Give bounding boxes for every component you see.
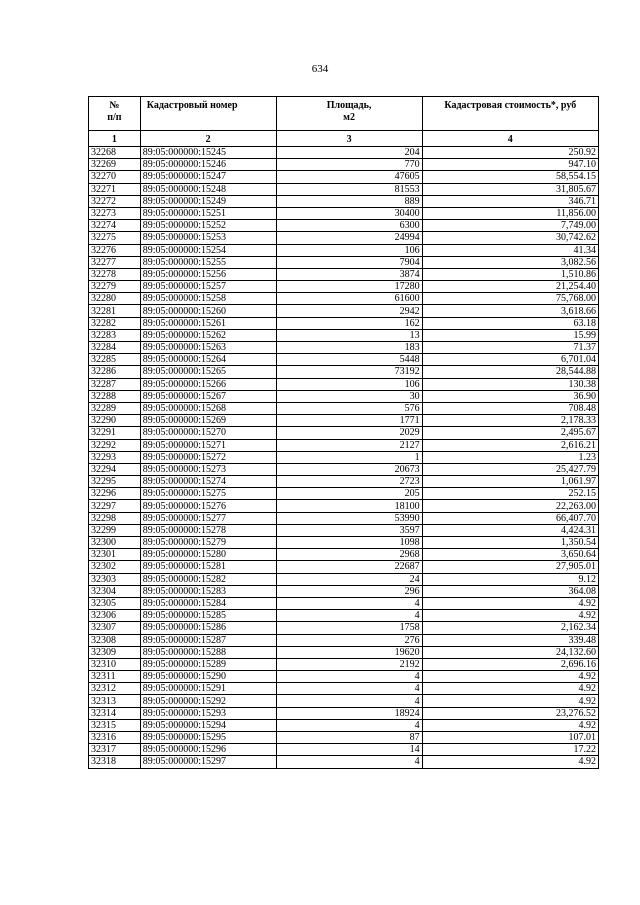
cadastral-number-cell: 89:05:000000:15247 (140, 171, 276, 183)
table-row (89, 183, 599, 195)
table-header-row (89, 97, 599, 131)
cadastral-number-cell: 89:05:000000:15280 (140, 549, 276, 561)
cadastral-number-cell: 89:05:000000:15248 (140, 183, 276, 195)
area-cell: 81553 (276, 183, 422, 195)
row-index-cell: 32316 (89, 732, 141, 744)
cadastral-number-cell: 89:05:000000:15287 (140, 634, 276, 646)
cadastral-cost-cell: 25,427.79 (422, 463, 598, 475)
table-row (89, 451, 599, 463)
table-row (89, 147, 599, 159)
cadastral-number-cell: 89:05:000000:15291 (140, 683, 276, 695)
cadastral-cost-cell: 2,495.67 (422, 427, 598, 439)
cadastral-number-cell: 89:05:000000:15267 (140, 390, 276, 402)
area-cell: 18924 (276, 707, 422, 719)
column-number: 2 (140, 131, 276, 147)
table-row (89, 427, 599, 439)
area-cell: 4 (276, 671, 422, 683)
table-row (89, 719, 599, 731)
cadastral-cost-cell: 2,696.16 (422, 658, 598, 670)
cadastral-number-cell: 89:05:000000:15249 (140, 195, 276, 207)
area-cell: 296 (276, 585, 422, 597)
row-index-cell: 32291 (89, 427, 141, 439)
cadastral-cost-cell: 28,544.88 (422, 366, 598, 378)
area-cell: 87 (276, 732, 422, 744)
cadastral-cost-cell: 27,905.01 (422, 561, 598, 573)
row-index-cell: 32283 (89, 329, 141, 341)
cadastral-cost-cell: 23,276.52 (422, 707, 598, 719)
row-index-cell: 32270 (89, 171, 141, 183)
cadastral-cost-cell: 24,132.60 (422, 646, 598, 658)
cadastral-cost-cell: 2,178.33 (422, 415, 598, 427)
row-index-cell: 32282 (89, 317, 141, 329)
row-index-cell: 32286 (89, 366, 141, 378)
cadastral-cost-cell: 4,424.31 (422, 524, 598, 536)
area-cell: 3597 (276, 524, 422, 536)
table-row (89, 378, 599, 390)
cadastral-number-cell: 89:05:000000:15269 (140, 415, 276, 427)
area-cell: 24994 (276, 232, 422, 244)
row-index-cell: 32294 (89, 463, 141, 475)
cadastral-number-cell: 89:05:000000:15273 (140, 463, 276, 475)
cadastral-number-cell: 89:05:000000:15288 (140, 646, 276, 658)
area-cell: 73192 (276, 366, 422, 378)
table-row (89, 256, 599, 268)
row-index-cell: 32276 (89, 244, 141, 256)
row-index-cell: 32308 (89, 634, 141, 646)
row-index-cell: 32310 (89, 658, 141, 670)
table-row (89, 329, 599, 341)
row-index-cell: 32268 (89, 147, 141, 159)
cadastral-cost-cell: 1,061.97 (422, 476, 598, 488)
cadastral-cost-cell: 36.90 (422, 390, 598, 402)
cadastral-number-cell: 89:05:000000:15265 (140, 366, 276, 378)
area-cell: 4 (276, 610, 422, 622)
area-cell: 30400 (276, 207, 422, 219)
cadastral-number-cell: 89:05:000000:15277 (140, 512, 276, 524)
cadastral-cost-cell: 75,768.00 (422, 293, 598, 305)
table-row (89, 500, 599, 512)
header-area-label: Площадь, м2 (326, 100, 372, 123)
row-index-cell: 32304 (89, 585, 141, 597)
column-number-row (89, 131, 599, 147)
cadastral-cost-cell: 130.38 (422, 378, 598, 390)
cadastral-cost-cell: 30,742.62 (422, 232, 598, 244)
table-row (89, 683, 599, 695)
table-row (89, 512, 599, 524)
cadastral-cost-cell: 107.01 (422, 732, 598, 744)
cadastral-number-cell: 89:05:000000:15295 (140, 732, 276, 744)
row-index-cell: 32277 (89, 256, 141, 268)
table-row (89, 646, 599, 658)
table-row (89, 195, 599, 207)
row-index-cell: 32306 (89, 610, 141, 622)
area-cell: 889 (276, 195, 422, 207)
table-row (89, 549, 599, 561)
area-cell: 2029 (276, 427, 422, 439)
area-cell: 205 (276, 488, 422, 500)
column-number: 1 (89, 131, 141, 147)
table-row (89, 744, 599, 756)
cadastral-cost-cell: 2,162.34 (422, 622, 598, 634)
table-row (89, 537, 599, 549)
cadastral-cost-cell: 15.99 (422, 329, 598, 341)
row-index-cell: 32305 (89, 597, 141, 609)
row-index-cell: 32273 (89, 207, 141, 219)
area-cell: 6300 (276, 220, 422, 232)
table-row (89, 695, 599, 707)
cadastral-number-cell: 89:05:000000:15258 (140, 293, 276, 305)
row-index-cell: 32313 (89, 695, 141, 707)
area-cell: 20673 (276, 463, 422, 475)
area-cell: 1 (276, 451, 422, 463)
cadastral-cost-cell: 63.18 (422, 317, 598, 329)
cadastral-cost-cell: 21,254.40 (422, 281, 598, 293)
area-cell: 22687 (276, 561, 422, 573)
row-index-cell: 32284 (89, 342, 141, 354)
cadastral-cost-cell: 22,263.00 (422, 500, 598, 512)
table-row (89, 220, 599, 232)
area-cell: 4 (276, 695, 422, 707)
area-cell: 4 (276, 683, 422, 695)
cadastral-cost-cell: 31,805.67 (422, 183, 598, 195)
cadastral-number-cell: 89:05:000000:15279 (140, 537, 276, 549)
row-index-cell: 32302 (89, 561, 141, 573)
table-row (89, 707, 599, 719)
table-row (89, 366, 599, 378)
table-row (89, 622, 599, 634)
cadastral-number-cell: 89:05:000000:15286 (140, 622, 276, 634)
cadastral-number-cell: 89:05:000000:15245 (140, 147, 276, 159)
table-row (89, 597, 599, 609)
row-index-cell: 32299 (89, 524, 141, 536)
cadastral-cost-cell: 4.92 (422, 756, 598, 768)
cadastral-number-cell: 89:05:000000:15292 (140, 695, 276, 707)
table-row (89, 463, 599, 475)
cadastral-number-cell: 89:05:000000:15296 (140, 744, 276, 756)
row-index-cell: 32311 (89, 671, 141, 683)
table-row (89, 585, 599, 597)
table-row (89, 732, 599, 744)
cadastral-number-cell: 89:05:000000:15274 (140, 476, 276, 488)
cadastral-cost-cell: 4.92 (422, 695, 598, 707)
table-row (89, 610, 599, 622)
cadastral-number-cell: 89:05:000000:15268 (140, 402, 276, 414)
table-row (89, 561, 599, 573)
table-row (89, 268, 599, 280)
area-cell: 162 (276, 317, 422, 329)
area-cell: 30 (276, 390, 422, 402)
cadastral-number-cell: 89:05:000000:15253 (140, 232, 276, 244)
table-row (89, 756, 599, 768)
cadastral-number-cell: 89:05:000000:15256 (140, 268, 276, 280)
row-index-cell: 32300 (89, 537, 141, 549)
header-index-label: № п/п (107, 100, 122, 123)
table-row (89, 207, 599, 219)
cadastral-number-cell: 89:05:000000:15271 (140, 439, 276, 451)
cadastral-number-cell: 89:05:000000:15263 (140, 342, 276, 354)
area-cell: 204 (276, 147, 422, 159)
table-row (89, 293, 599, 305)
table-row (89, 171, 599, 183)
header-index (89, 97, 141, 131)
cadastral-number-cell: 89:05:000000:15294 (140, 719, 276, 731)
table-row (89, 402, 599, 414)
header-cadastral-cost (422, 97, 598, 131)
header-cadastral-label: Кадастровый номер (146, 100, 238, 111)
cadastral-cost-cell: 250.92 (422, 147, 598, 159)
cadastral-cost-cell: 3,650.64 (422, 549, 598, 561)
cadastral-cost-cell: 1,350.54 (422, 537, 598, 549)
cadastral-cost-cell: 947.10 (422, 159, 598, 171)
area-cell: 1771 (276, 415, 422, 427)
area-cell: 183 (276, 342, 422, 354)
row-index-cell: 32303 (89, 573, 141, 585)
table-row (89, 305, 599, 317)
table-row (89, 476, 599, 488)
row-index-cell: 32269 (89, 159, 141, 171)
header-area (276, 97, 422, 131)
row-index-cell: 32275 (89, 232, 141, 244)
area-cell: 4 (276, 597, 422, 609)
area-cell: 18100 (276, 500, 422, 512)
cadastral-cost-cell: 66,407.70 (422, 512, 598, 524)
row-index-cell: 32301 (89, 549, 141, 561)
cadastral-cost-cell: 708.48 (422, 402, 598, 414)
cadastral-cost-cell: 1.23 (422, 451, 598, 463)
cadastral-cost-cell: 1,510.86 (422, 268, 598, 280)
row-index-cell: 32290 (89, 415, 141, 427)
area-cell: 61600 (276, 293, 422, 305)
cadastral-number-cell: 89:05:000000:15252 (140, 220, 276, 232)
cadastral-number-cell: 89:05:000000:15254 (140, 244, 276, 256)
area-cell: 14 (276, 744, 422, 756)
table-row (89, 634, 599, 646)
cadastral-number-cell: 89:05:000000:15289 (140, 658, 276, 670)
cadastral-cost-cell: 71.37 (422, 342, 598, 354)
area-cell: 4 (276, 719, 422, 731)
area-cell: 5448 (276, 354, 422, 366)
row-index-cell: 32315 (89, 719, 141, 731)
column-number: 3 (276, 131, 422, 147)
area-cell: 3874 (276, 268, 422, 280)
cadastral-number-cell: 89:05:000000:15297 (140, 756, 276, 768)
area-cell: 2192 (276, 658, 422, 670)
row-index-cell: 32295 (89, 476, 141, 488)
cadastral-number-cell: 89:05:000000:15283 (140, 585, 276, 597)
cadastral-number-cell: 89:05:000000:15275 (140, 488, 276, 500)
area-cell: 47605 (276, 171, 422, 183)
cadastral-number-cell: 89:05:000000:15255 (140, 256, 276, 268)
row-index-cell: 32307 (89, 622, 141, 634)
cadastral-cost-cell: 9.12 (422, 573, 598, 585)
cadastral-cost-cell: 3,082.56 (422, 256, 598, 268)
cadastral-cost-cell: 4.92 (422, 671, 598, 683)
cadastral-cost-cell: 6,701.04 (422, 354, 598, 366)
cadastral-cost-cell: 2,616.21 (422, 439, 598, 451)
row-index-cell: 32287 (89, 378, 141, 390)
area-cell: 2942 (276, 305, 422, 317)
cadastral-number-cell: 89:05:000000:15281 (140, 561, 276, 573)
table-row (89, 159, 599, 171)
row-index-cell: 32318 (89, 756, 141, 768)
cadastral-number-cell: 89:05:000000:15251 (140, 207, 276, 219)
table-row (89, 488, 599, 500)
area-cell: 24 (276, 573, 422, 585)
area-cell: 276 (276, 634, 422, 646)
row-index-cell: 32296 (89, 488, 141, 500)
cadastral-cost-cell: 346.71 (422, 195, 598, 207)
table-row (89, 317, 599, 329)
area-cell: 7904 (276, 256, 422, 268)
cadastral-number-cell: 89:05:000000:15282 (140, 573, 276, 585)
row-index-cell: 32293 (89, 451, 141, 463)
area-cell: 2968 (276, 549, 422, 561)
cadastral-cost-cell: 4.92 (422, 597, 598, 609)
header-cost-label: Кадастровая стоимость*, руб (444, 100, 577, 111)
table-row (89, 244, 599, 256)
cadastral-cost-cell: 4.92 (422, 610, 598, 622)
area-cell: 4 (276, 756, 422, 768)
cadastral-number-cell: 89:05:000000:15262 (140, 329, 276, 341)
cadastral-cost-cell: 4.92 (422, 683, 598, 695)
header-cadastral-number (140, 97, 276, 131)
row-index-cell: 32309 (89, 646, 141, 658)
cadastral-cost-cell: 58,554.15 (422, 171, 598, 183)
table-row (89, 671, 599, 683)
cadastral-cost-cell: 4.92 (422, 719, 598, 731)
cadastral-cost-cell: 11,856.00 (422, 207, 598, 219)
table-row (89, 658, 599, 670)
cadastral-number-cell: 89:05:000000:15293 (140, 707, 276, 719)
cadastral-number-cell: 89:05:000000:15264 (140, 354, 276, 366)
area-cell: 17280 (276, 281, 422, 293)
cadastral-number-cell: 89:05:000000:15266 (140, 378, 276, 390)
row-index-cell: 32285 (89, 354, 141, 366)
area-cell: 1758 (276, 622, 422, 634)
cadastral-number-cell: 89:05:000000:15257 (140, 281, 276, 293)
table-row (89, 232, 599, 244)
row-index-cell: 32289 (89, 402, 141, 414)
row-index-cell: 32314 (89, 707, 141, 719)
table-row (89, 439, 599, 451)
row-index-cell: 32292 (89, 439, 141, 451)
area-cell: 53990 (276, 512, 422, 524)
row-index-cell: 32317 (89, 744, 141, 756)
cadastral-number-cell: 89:05:000000:15276 (140, 500, 276, 512)
area-cell: 106 (276, 378, 422, 390)
area-cell: 2723 (276, 476, 422, 488)
table-row (89, 281, 599, 293)
table-body (89, 147, 599, 769)
row-index-cell: 32288 (89, 390, 141, 402)
table-row (89, 524, 599, 536)
cadastral-number-cell: 89:05:000000:15246 (140, 159, 276, 171)
row-index-cell: 32274 (89, 220, 141, 232)
row-index-cell: 32298 (89, 512, 141, 524)
area-cell: 2127 (276, 439, 422, 451)
row-index-cell: 32297 (89, 500, 141, 512)
cadastral-number-cell: 89:05:000000:15285 (140, 610, 276, 622)
cadastral-number-cell: 89:05:000000:15290 (140, 671, 276, 683)
cadastral-number-cell: 89:05:000000:15272 (140, 451, 276, 463)
row-index-cell: 32312 (89, 683, 141, 695)
cadastral-table (88, 96, 599, 769)
column-number: 4 (422, 131, 598, 147)
cadastral-cost-cell: 3,618.66 (422, 305, 598, 317)
area-cell: 1098 (276, 537, 422, 549)
row-index-cell: 32278 (89, 268, 141, 280)
row-index-cell: 32279 (89, 281, 141, 293)
area-cell: 770 (276, 159, 422, 171)
area-cell: 106 (276, 244, 422, 256)
cadastral-number-cell: 89:05:000000:15260 (140, 305, 276, 317)
area-cell: 13 (276, 329, 422, 341)
table-row (89, 415, 599, 427)
cadastral-cost-cell: 364.08 (422, 585, 598, 597)
row-index-cell: 32281 (89, 305, 141, 317)
cadastral-number-cell: 89:05:000000:15270 (140, 427, 276, 439)
row-index-cell: 32272 (89, 195, 141, 207)
table-row (89, 390, 599, 402)
row-index-cell: 32271 (89, 183, 141, 195)
cadastral-cost-cell: 41.34 (422, 244, 598, 256)
page-number: 634 (311, 63, 329, 75)
cadastral-cost-cell: 17.22 (422, 744, 598, 756)
cadastral-cost-cell: 252.15 (422, 488, 598, 500)
table-row (89, 573, 599, 585)
cadastral-number-cell: 89:05:000000:15284 (140, 597, 276, 609)
table-row (89, 342, 599, 354)
table-row (89, 354, 599, 366)
cadastral-number-cell: 89:05:000000:15278 (140, 524, 276, 536)
row-index-cell: 32280 (89, 293, 141, 305)
cadastral-cost-cell: 7,749.00 (422, 220, 598, 232)
cadastral-cost-cell: 339.48 (422, 634, 598, 646)
area-cell: 576 (276, 402, 422, 414)
cadastral-number-cell: 89:05:000000:15261 (140, 317, 276, 329)
area-cell: 19620 (276, 646, 422, 658)
